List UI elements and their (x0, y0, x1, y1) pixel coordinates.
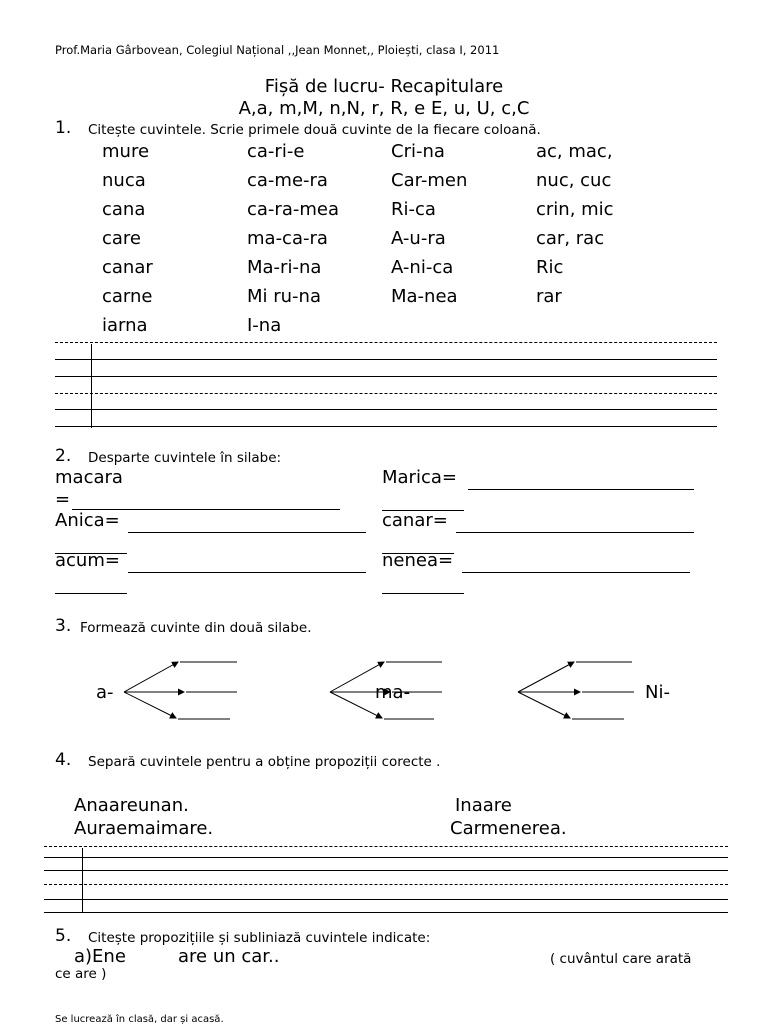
word: canar (102, 257, 153, 278)
writing-lines-2[interactable] (44, 846, 728, 914)
word: A-u-ra (391, 228, 446, 249)
word-nenea: nenea= (382, 550, 454, 571)
answer-blank-macara[interactable] (72, 491, 340, 510)
ex1-column-1 (102, 141, 153, 344)
word: ca-ra-mea (247, 199, 339, 220)
ex2-instruction: Desparte cuvintele în silabe: (88, 450, 282, 466)
word: Ric (536, 257, 564, 278)
sentence-a-label: a)Ene (74, 946, 126, 967)
letters-line: A,a, m,M, n,N, r, R, e E, u, U, c,C (238, 98, 530, 119)
answer-blank-marica[interactable] (468, 471, 694, 490)
word-marica: Marica= (382, 467, 457, 488)
ex1-instruction: Citește cuvintele. Scrie primele două cuvinte de la fiecare coloană. (88, 122, 541, 138)
word: Ma-ri-na (247, 257, 322, 278)
ex1-column-3 (391, 141, 467, 315)
sentence-a-rest: are un car.. (178, 946, 280, 967)
ex5-instruction: Citește propozițiile și subliniază cuvintele indicate: (88, 930, 431, 946)
word: Cri-na (391, 141, 445, 162)
ex3-instruction: Formează cuvinte din două silabe. (80, 620, 312, 636)
word: mure (102, 141, 150, 162)
answer-blank-nenea[interactable] (462, 554, 690, 573)
word: ca-me-ra (247, 170, 328, 191)
answer-blank-canar[interactable] (456, 514, 694, 533)
ex1-number: 1. (55, 118, 72, 138)
syllable-a: a- (96, 682, 114, 703)
word: ca-ri-e (247, 141, 305, 162)
word: ma-ca-ra (247, 228, 328, 249)
sentence-2: Inaare (455, 795, 512, 816)
word: cana (102, 199, 146, 220)
ex1-column-2 (247, 141, 339, 344)
word: Ri-ca (391, 199, 436, 220)
syllable-ni: Ni- (645, 682, 670, 703)
word: crin, mic (536, 199, 614, 220)
page-header: Prof.Maria Gârbovean, Colegiul Național ,,Jean Monnet,, Ploiești, clasa I, 2011 (55, 43, 500, 57)
ex2-number: 2. (55, 446, 72, 466)
word: rar (536, 286, 562, 307)
word: care (102, 228, 142, 249)
word-acum: acum= (55, 550, 120, 571)
word: Mi ru-na (247, 286, 321, 307)
word: Car-men (391, 170, 468, 191)
ex4-number: 4. (55, 750, 72, 770)
word: nuca (102, 170, 146, 191)
word: A-ni-ca (391, 257, 454, 278)
hint-text-cont: ce are ) (55, 966, 107, 982)
hint-text: ( cuvântul care arată (550, 951, 692, 967)
sentence-3: Auraemaimare. (74, 818, 214, 839)
answer-blank-marica-cont[interactable] (382, 492, 464, 511)
writing-lines-1[interactable] (55, 342, 717, 428)
word: carne (102, 286, 153, 307)
answer-blank-acum-cont[interactable] (55, 575, 127, 594)
ex1-column-4 (536, 141, 614, 315)
word: I-na (247, 315, 282, 336)
word: Ma-nea (391, 286, 458, 307)
sentence-1: Anaareunan. (74, 795, 189, 816)
ex4-instruction: Separă cuvintele pentru a obține propoziții corecte . (88, 754, 441, 770)
answer-blank-nenea-cont[interactable] (382, 575, 464, 594)
word: car, rac (536, 228, 605, 249)
answer-blank-anica[interactable] (128, 514, 366, 533)
word-anica: Anica= (55, 510, 120, 531)
word: nuc, cuc (536, 170, 612, 191)
equals-sign: = (55, 489, 71, 510)
word-canar: canar= (382, 510, 448, 531)
footer-note: Se lucrează în clasă, dar și acasă. (55, 1014, 224, 1025)
ex3-number: 3. (55, 616, 72, 636)
syllable-ma: ma- (375, 682, 411, 703)
word: iarna (102, 315, 148, 336)
sentence-4: Carmenerea. (450, 818, 567, 839)
page-title: Fișă de lucru- Recapitulare (264, 76, 504, 97)
word-macara: macara (55, 467, 123, 488)
answer-blank-acum[interactable] (128, 554, 366, 573)
ex5-number: 5. (55, 926, 72, 946)
word: ac, mac, (536, 141, 613, 162)
